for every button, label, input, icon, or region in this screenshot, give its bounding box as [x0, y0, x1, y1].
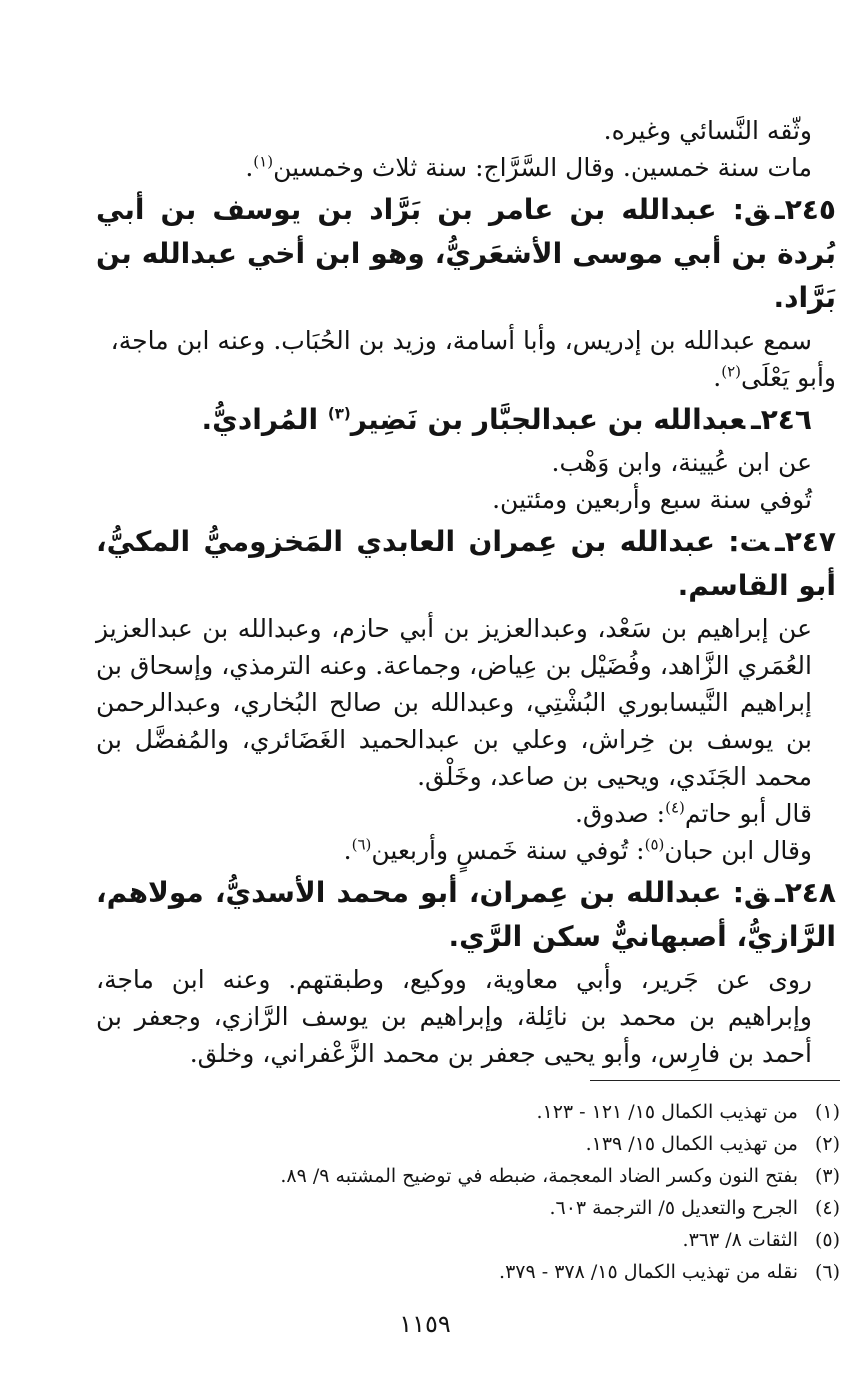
text-line: سمع عبدالله بن إدريس، وأبا أسامة، وزيد بن الحُبَاب. وعنه ابن ماجة، [110, 326, 812, 355]
footnote-text: الجرح والتعديل ٥/ الترجمة ٦٠٣. [549, 1197, 798, 1219]
footnote-ref[interactable]: (٥) [644, 835, 665, 854]
text-line [96, 149, 836, 186]
footnote-number: (٣) [814, 1165, 840, 1187]
text-span: . [713, 363, 722, 392]
text-span: قال أبو حاتم [684, 799, 812, 828]
page-number: ١١٥٩ [399, 1310, 451, 1338]
entry-heading-247 [96, 520, 836, 608]
footnote-text: من تهذيب الكمال ١٥/ ١٢١ - ١٢٣. [536, 1101, 798, 1123]
text-span: : صدوق. [574, 799, 666, 828]
footnote-item [96, 1096, 840, 1128]
text-span: . [343, 836, 352, 865]
text-span: وقال ابن حبان [664, 836, 812, 865]
entry-number: ٢٤٦ـ [751, 403, 812, 436]
footnotes [96, 1096, 840, 1288]
text-span: : تُوفي سنة خَمسٍ وأربعين [371, 836, 645, 865]
paragraph: عن إبراهيم بن سَعْد، وعبدالعزيز بن أبي حازم، وعبدالله بن عبدالعزيز العُمَري الزَّاهد، وفُضَيْل بن عِياض، وجماعة. وعنه الترمذي، وإسحاق بن إبراهيم النَّيسابوري البُشْتِي، وعبدالله بن صالح البُخاري، وعبدالرحمن بن يوسف بن خِراش، وعلي بن عبدالحميد الغَضَائري، والمُفضَّل بن محمد الجَنَدي، ويحيى بن صاعد، وخَلْق. [96, 614, 812, 791]
entry-title: ت: عبدالله بن عِمران العابدي المَخزوميُّ المكيُّ، أبو القاسم. [96, 525, 836, 602]
footnote-divider [590, 1080, 840, 1081]
entry-number: ٢٤٧ـ [775, 525, 836, 558]
page-body [96, 112, 836, 1072]
text-line [96, 795, 836, 832]
footnote-item [96, 1160, 840, 1192]
text-span: . [245, 153, 254, 182]
text-span: وأبو يَعْلَى [741, 363, 836, 392]
footnote-item [96, 1256, 840, 1288]
entry-heading-248 [96, 871, 836, 959]
footnote-item [96, 1128, 840, 1160]
footnote-ref[interactable]: (٦) [351, 835, 372, 854]
entry-title: المُراديُّ. [201, 403, 328, 436]
footnote-ref[interactable]: (٣) [327, 404, 351, 423]
entry-number: ٢٤٨ـ [775, 876, 836, 909]
paragraph: روى عن جَرير، وأبي معاوية، ووكيع، وطبقتهم. وعنه ابن ماجة، وإبراهيم بن محمد بن نائِلة، وإبراهيم بن يوسف الرَّازي، وجعفر بن أحمد بن فارِس، وأبو يحيى جعفر بن محمد الزَّعْفراني، وخلق. [96, 965, 812, 1068]
footnote-number: (١) [814, 1101, 840, 1123]
footnote-text: الثقات ٨/ ٣٦٣. [682, 1229, 798, 1251]
footnote-number: (٥) [814, 1229, 840, 1251]
text-line [96, 832, 836, 869]
text-line: عن ابن عُيينة، وابن وَهْب. [551, 448, 812, 477]
entry-heading-245 [96, 188, 836, 320]
footnote-ref[interactable]: (٤) [665, 798, 685, 817]
footnote-text: بفتح النون وكسر الضاد المعجمة، ضبطه في توضيح المشتبه ٩/ ٨٩. [280, 1165, 798, 1187]
text-line: تُوفي سنة سبع وأربعين ومئتين. [492, 485, 812, 514]
footnote-item [96, 1224, 840, 1256]
entry-title: ق: عبدالله بن عِمران، أبو محمد الأسديُّ، مولاهم، الرَّازيُّ، أصبهانيٌّ سكن الرَّي. [96, 876, 836, 953]
footnote-text: نقله من تهذيب الكمال ١٥/ ٣٧٨ - ٣٧٩. [499, 1261, 798, 1283]
footnote-item [96, 1192, 840, 1224]
footnote-ref[interactable]: (١) [253, 152, 274, 171]
footnote-ref[interactable]: (٢) [721, 362, 742, 381]
footnote-number: (٦) [814, 1261, 840, 1283]
entry-heading-246 [96, 398, 836, 442]
entry-title: عبدالله بن عبدالجبَّار بن نَضِير [350, 403, 746, 436]
text-span: مات سنة خمسين. وقال السَّرَّاج: سنة ثلاث وخمسين [273, 153, 812, 182]
entry-number: ٢٤٥ـ [775, 193, 836, 226]
footnote-text: من تهذيب الكمال ١٥/ ١٣٩. [585, 1133, 798, 1155]
footnote-number: (٤) [814, 1197, 840, 1219]
footnote-number: (٢) [814, 1133, 840, 1155]
text-line [96, 359, 836, 396]
text-line: وثّقه النَّسائي وغيره. [603, 116, 812, 145]
entry-title: ق: عبدالله بن عامر بن بَرَّاد بن يوسف بن أبي بُردة بن أبي موسى الأشعَريُّ، وهو ابن أخي عبدالله بن بَرَّاد. [96, 193, 836, 314]
